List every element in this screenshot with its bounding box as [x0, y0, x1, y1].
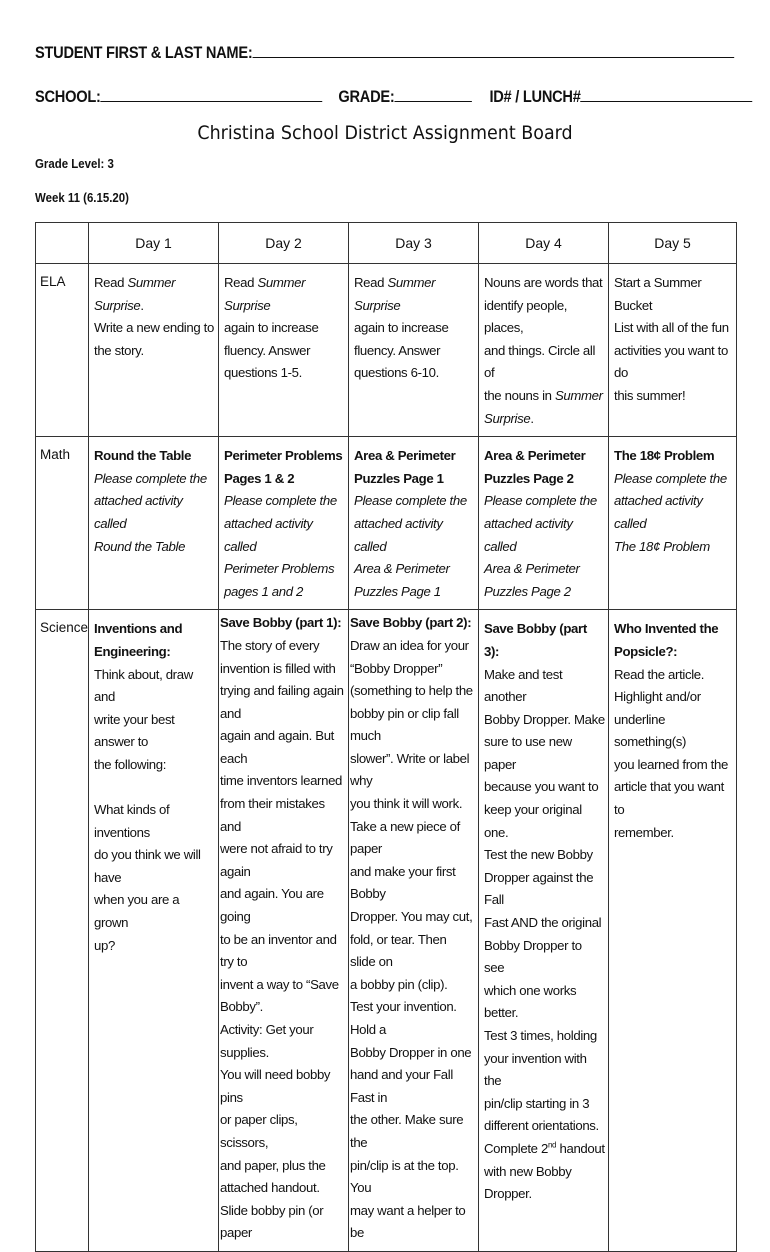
- cell-science-day-1: Inventions and Engineering: Think about, draw and write your best answer to the following: What kinds of inventions do you think we will have when you are a grown up?: [89, 610, 219, 1252]
- grade-blank[interactable]: [394, 86, 471, 102]
- cell-ela-day-2: Read Summer Surprise again to increase fluency. Answer questions 1-5.: [219, 264, 349, 437]
- student-name-line: [35, 42, 734, 63]
- assignment-table: [35, 222, 737, 1252]
- cell-math-day-4: Area & Perimeter Puzzles Page 2 Please complete the attached activity called Area & Perimeter Puzzles Page 2: [479, 437, 609, 610]
- cell-ela-day-3: Read Summer Surprise again to increase fluency. Answer questions 6-10.: [349, 264, 479, 437]
- header-corner: [36, 223, 89, 264]
- header-day-3: Day 3: [349, 223, 479, 264]
- grade-label: GRADE:: [338, 87, 395, 106]
- table-row-science: [36, 610, 737, 1252]
- cell-ela-day-1: Read Summer Surprise. Write a new ending to the story.: [89, 264, 219, 437]
- cell-science-day-5: Who Invented the Popsicle?: Read the article. Highlight and/or underline something(s) you learned from the article that you want to remember.: [609, 610, 737, 1252]
- school-label: SCHOOL:: [35, 87, 101, 106]
- id-lunch-blank[interactable]: [581, 86, 753, 102]
- cell-math-day-2: Perimeter Problems Pages 1 & 2 Please complete the attached activity called Perimeter Problems pages 1 and 2: [219, 437, 349, 610]
- cell-math-day-5: The 18¢ Problem Please complete the attached activity called The 18¢ Problem: [609, 437, 737, 610]
- cell-ela-day-4: Nouns are words that identify people, places, and things. Circle all of the nouns in Summer Surprise.: [479, 264, 609, 437]
- table-header-row: [36, 223, 737, 264]
- student-name-label: STUDENT FIRST & LAST NAME:: [35, 43, 253, 62]
- board-title: Christina School District Assignment Board: [197, 122, 573, 144]
- table-row-math: [36, 437, 737, 610]
- cell-science-day-4: Save Bobby (part 3): Make and test another Bobby Dropper. Make sure to use new paper because you want to keep your original one. Test the new Bobby Dropper against the Fall Fast AND the original Bobby Dropper to see which one works better. Test 3 times, holding your invention with the pin/clip starting in 3 different orientations. Complete 2nd handout with new Bobby Dropper.: [479, 610, 609, 1252]
- cell-science-day-2: Save Bobby (part 1): The story of every invention is filled with trying and failing again and again and again. But each time inventors learned from their mistakes and were not afraid to try again and again. You are going to be an inventor and try to invent a way to “Save Bobby”. Activity: Get your supplies. You will need bobby pins or paper clips, scissors, and paper, plus the attached handout. Slide bobby pin (or paper: [219, 610, 349, 1252]
- week-label: Week 11 (6.15.20): [35, 190, 129, 205]
- student-name-blank[interactable]: [252, 42, 734, 58]
- id-lunch-label: ID# / LUNCH#: [489, 87, 581, 106]
- subject-science: Science: [36, 610, 89, 1252]
- header-day-4: Day 4: [479, 223, 609, 264]
- cell-math-day-3: Area & Perimeter Puzzles Page 1 Please complete the attached activity called Area & Perimeter Puzzles Page 1: [349, 437, 479, 610]
- subject-math: Math: [36, 437, 89, 610]
- header-day-2: Day 2: [219, 223, 349, 264]
- table-row-ela: [36, 264, 737, 437]
- school-grade-id-line: [35, 86, 753, 107]
- header-day-1: Day 1: [89, 223, 219, 264]
- school-blank[interactable]: [101, 86, 323, 102]
- cell-ela-day-5: Start a Summer Bucket List with all of the fun activities you want to do this summer!: [609, 264, 737, 437]
- subject-ela: ELA: [36, 264, 89, 437]
- cell-math-day-1: Round the Table Please complete the attached activity called Round the Table: [89, 437, 219, 610]
- grade-level: Grade Level: 3: [35, 156, 114, 171]
- header-day-5: Day 5: [609, 223, 737, 264]
- cell-science-day-3: Save Bobby (part 2): Draw an idea for your “Bobby Dropper” (something to help the bobby pin or clip fall much slower”. Write or label why you think it will work. Take a new piece of paper and make your first Bobby Dropper. You may cut, fold, or tear. Then slide on a bobby pin (clip). Test your invention. Hold a Bobby Dropper in one hand and your Fall Fast in the other. Make sure the pin/clip is at the top. You may want a helper to be: [349, 610, 479, 1252]
